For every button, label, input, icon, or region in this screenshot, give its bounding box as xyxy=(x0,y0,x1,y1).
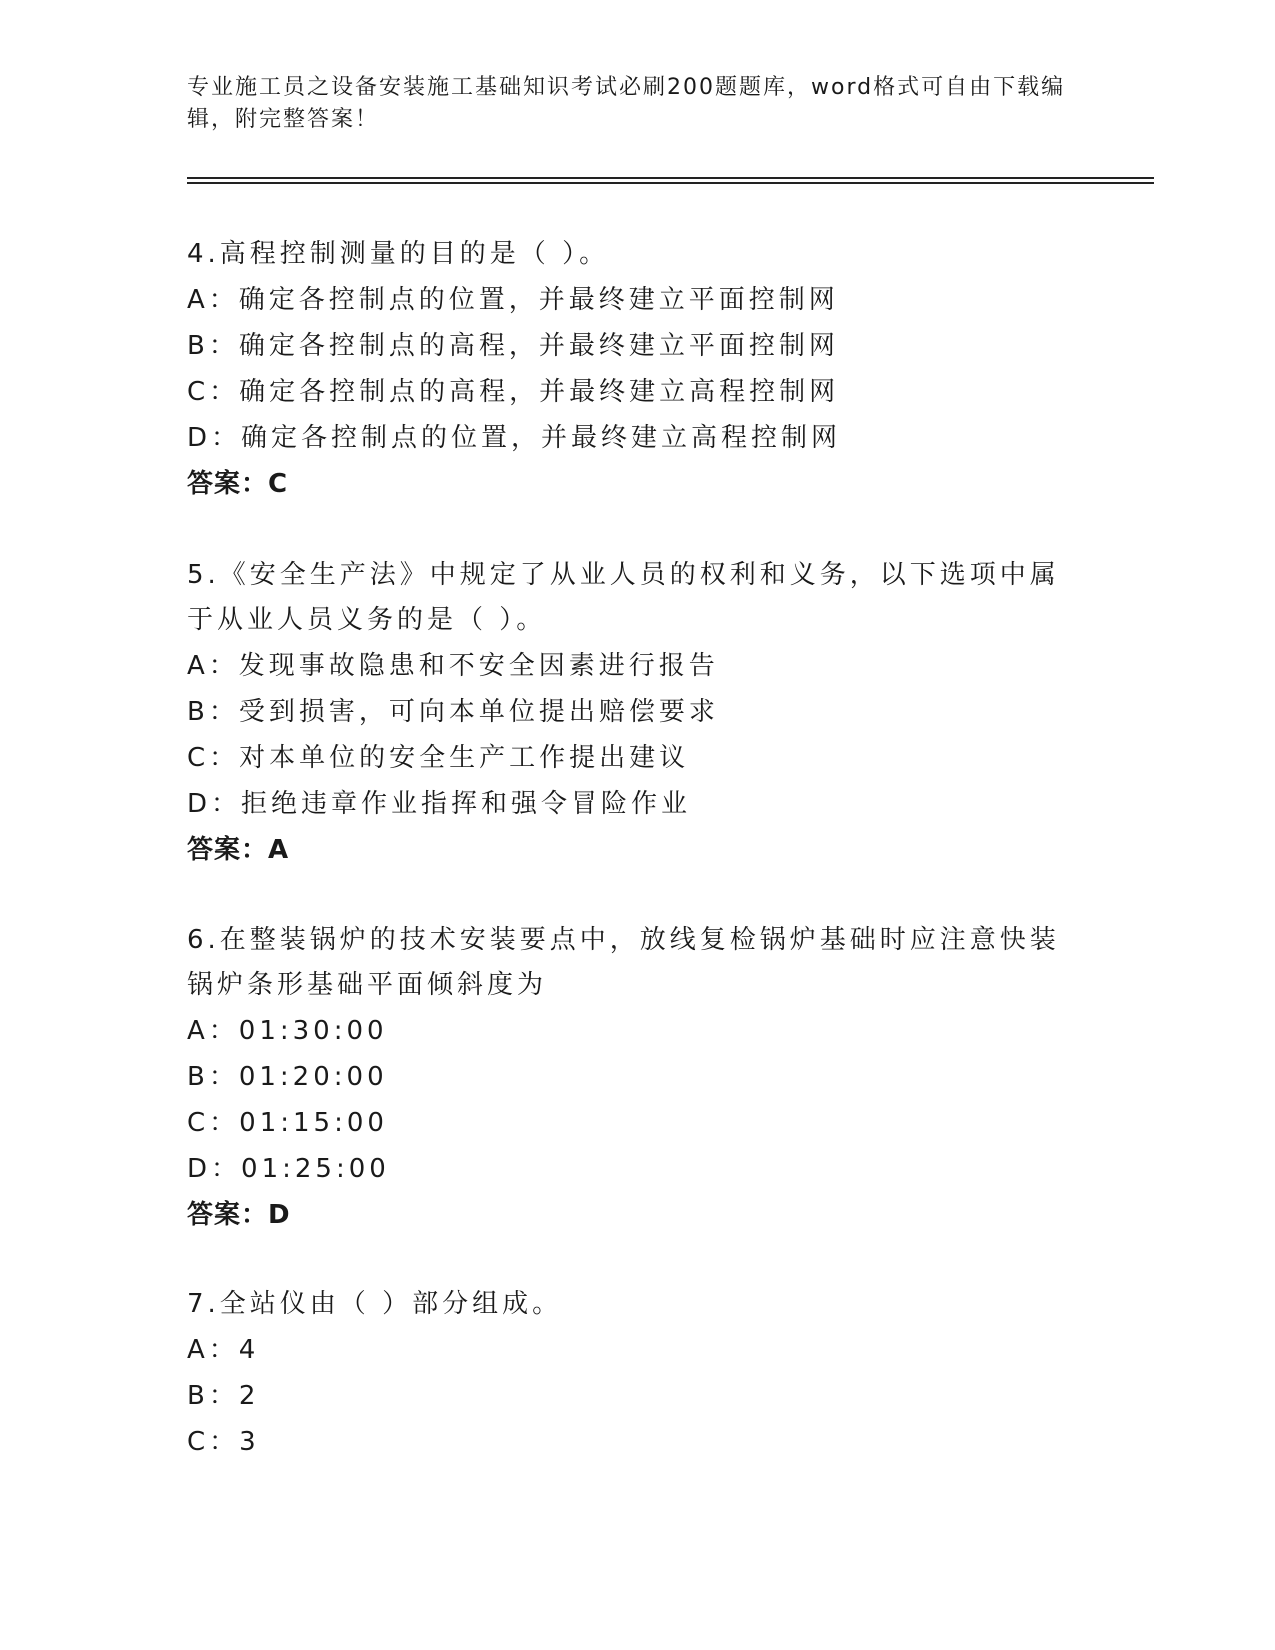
option-b: B：2 xyxy=(187,1381,260,1411)
document-header: 专业施工员之设备安装施工基础知识考试必刷200题题库，word格式可自由下载编辑，附完整答案！ xyxy=(187,75,1066,132)
answer-label: 答案：D xyxy=(187,1200,291,1230)
option-a: A：01:30:00 xyxy=(187,1016,388,1046)
option-d: D：确定各控制点的位置，并最终建立高程控制网 xyxy=(187,423,842,453)
question-5 xyxy=(187,553,1067,873)
option-b: B：受到损害，可向本单位提出赔偿要求 xyxy=(187,697,719,727)
option-c: C：01:15:00 xyxy=(187,1108,388,1138)
option-d: D：01:25:00 xyxy=(187,1154,390,1184)
option-c: C：对本单位的安全生产工作提出建议 xyxy=(187,743,690,773)
question-text: 4.高程控制测量的目的是（ ）。 xyxy=(187,239,610,269)
option-a: A：发现事故隐患和不安全因素进行报告 xyxy=(187,651,719,681)
header-divider-top xyxy=(187,177,1154,179)
question-text: 5.《安全生产法》中规定了从业人员的权利和义务，以下选项中属于从业人员义务的是（ ）。 xyxy=(187,560,1060,635)
option-a: A：确定各控制点的位置，并最终建立平面控制网 xyxy=(187,285,839,315)
answer-label: 答案：C xyxy=(187,469,289,499)
option-b: B：01:20:00 xyxy=(187,1062,388,1092)
question-text: 6.在整装锅炉的技术安装要点中，放线复检锅炉基础时应注意快装锅炉条形基础平面倾斜度为 xyxy=(187,925,1060,1000)
question-4 xyxy=(187,232,1067,507)
question-text: 7.全站仪由（ ）部分组成。 xyxy=(187,1289,563,1319)
option-c: C：确定各控制点的高程，并最终建立高程控制网 xyxy=(187,377,840,407)
question-6 xyxy=(187,918,1067,1238)
answer-label: 答案：A xyxy=(187,835,290,865)
option-b: B：确定各控制点的高程，并最终建立平面控制网 xyxy=(187,331,839,361)
option-a: A：4 xyxy=(187,1335,260,1365)
option-c: C：3 xyxy=(187,1427,260,1457)
header-divider-bottom xyxy=(187,182,1154,184)
option-d: D：拒绝违章作业指挥和强令冒险作业 xyxy=(187,789,692,819)
question-7 xyxy=(187,1282,1067,1465)
